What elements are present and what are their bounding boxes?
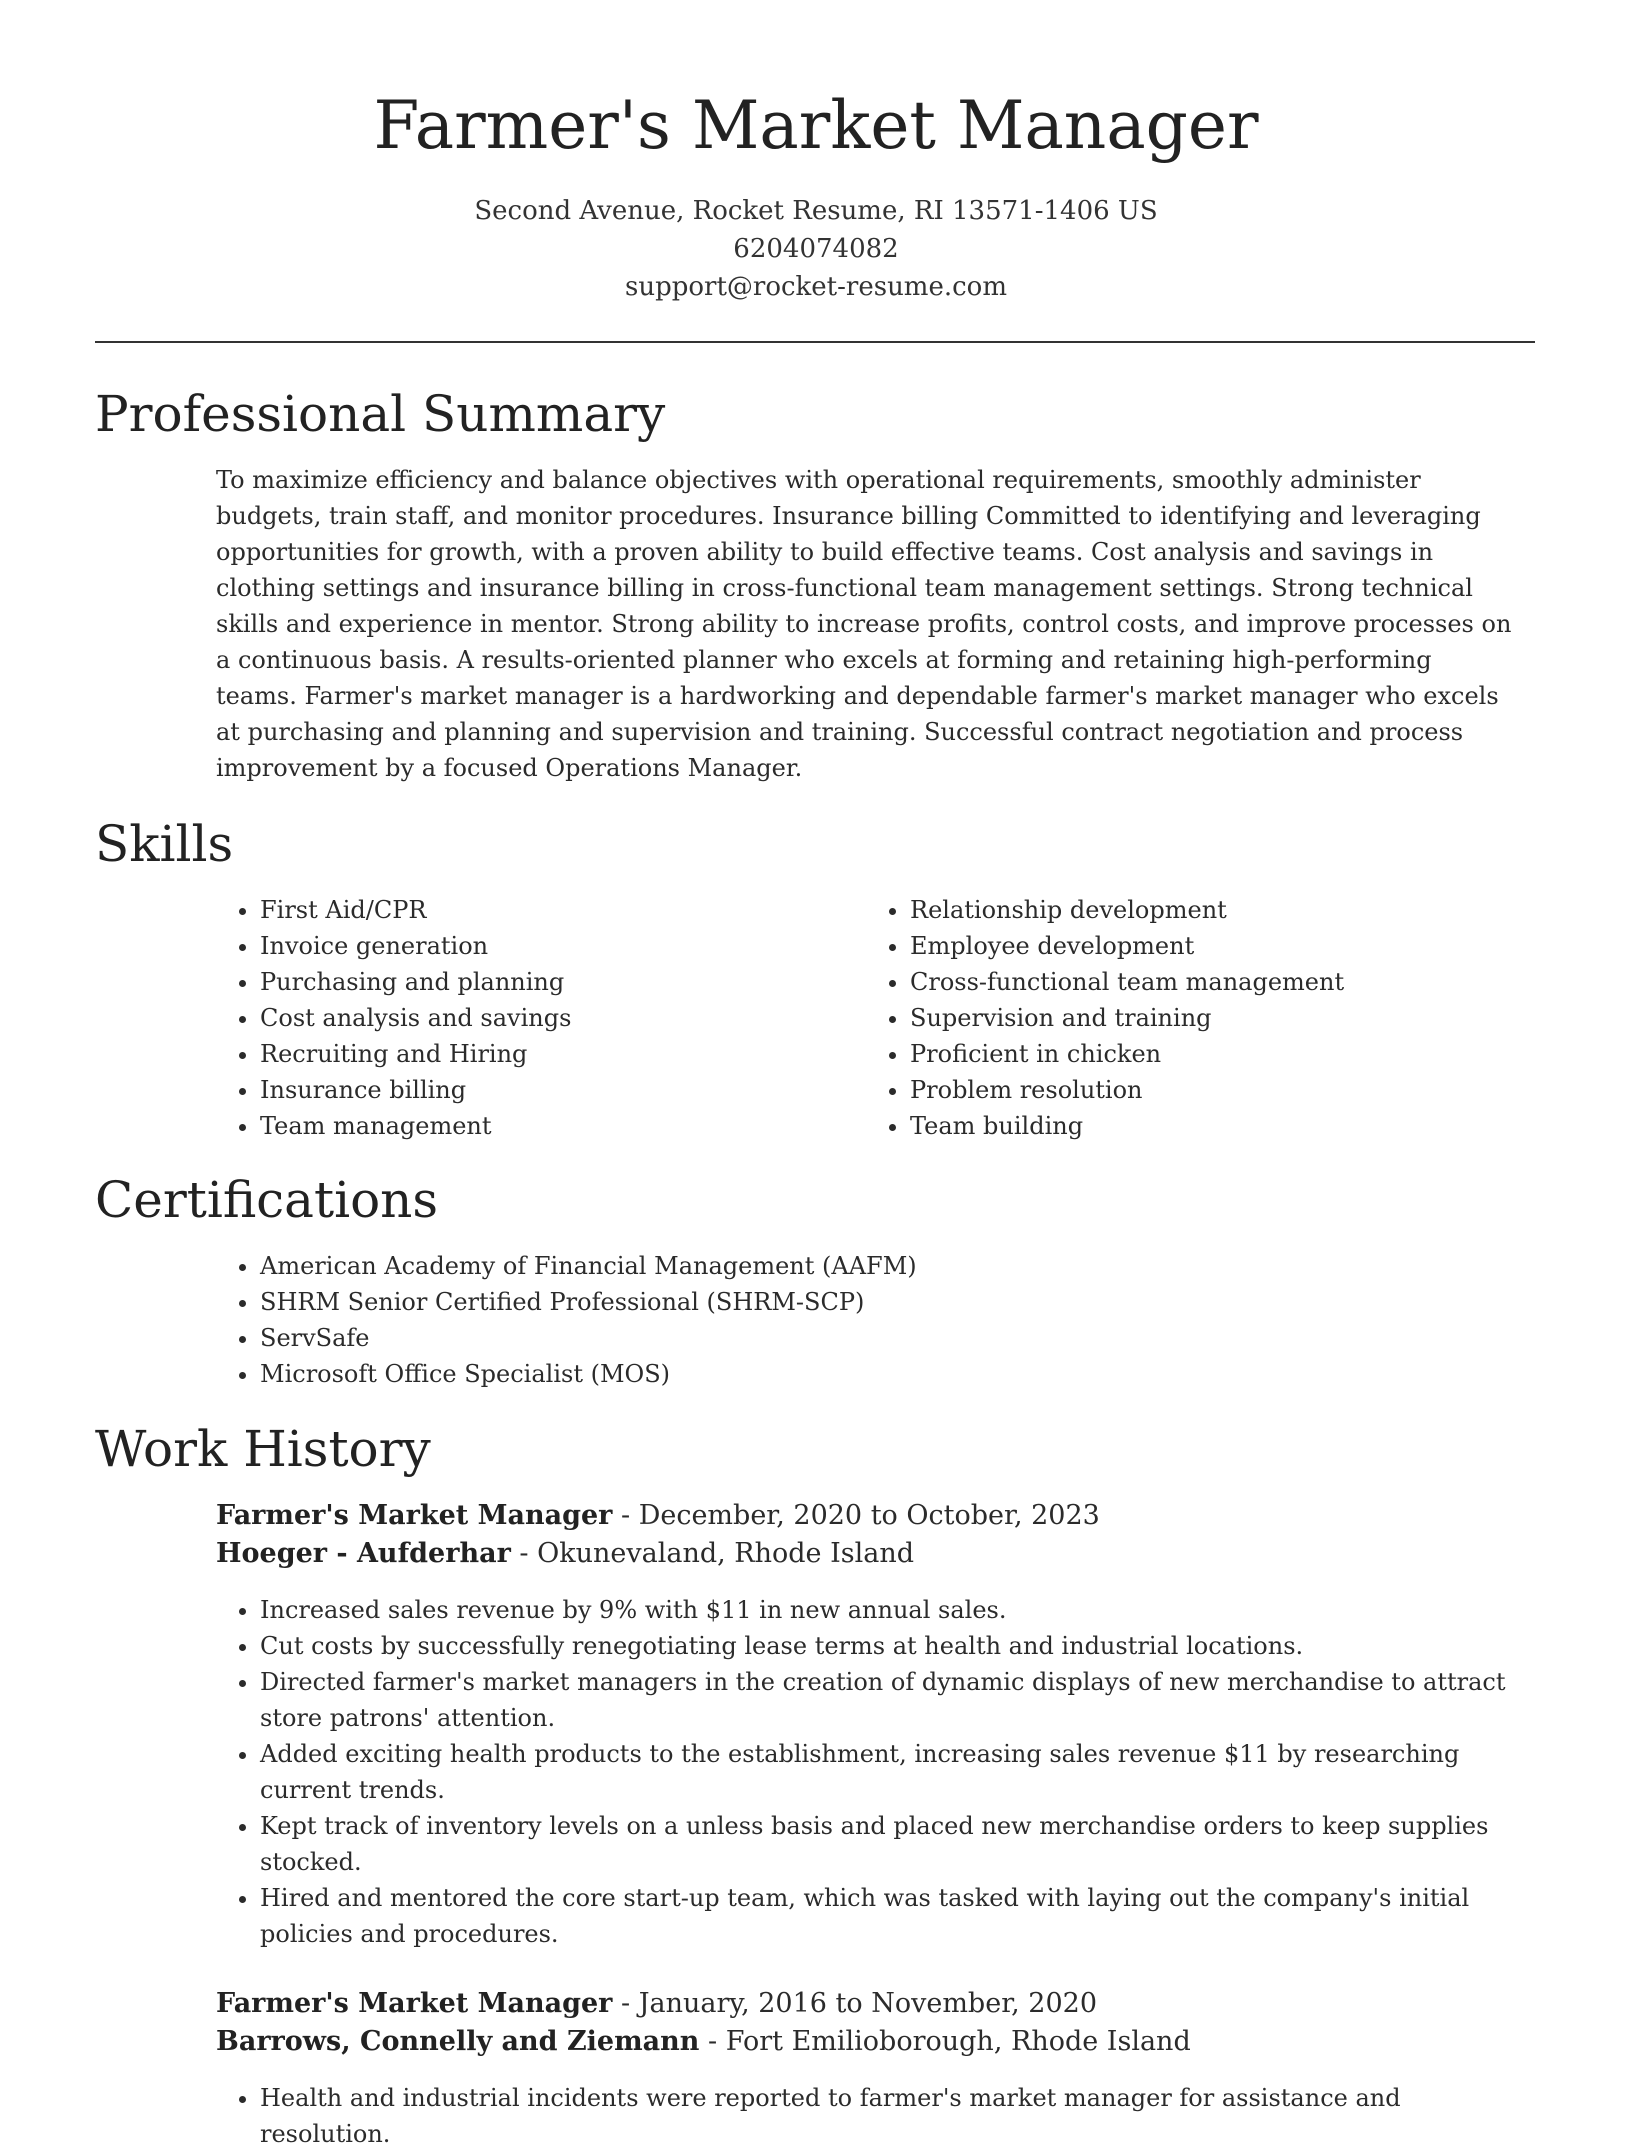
job-bullet: • Kept track of inventory levels on a unless basis and placed new merchandise orders to keep supplies stocked. (260, 1808, 1536, 1880)
section-title-summary: Professional Summary (95, 385, 666, 443)
skill-item: • Employee development (910, 928, 1486, 964)
contact-email: support@rocket-resume.com (624, 272, 1007, 302)
section-title-skills: Skills (95, 815, 234, 873)
job-company-line (216, 2023, 1191, 2061)
job-separator: - (699, 2026, 726, 2057)
job-dates: December, 2020 to October, 2023 (638, 1500, 1100, 1531)
resume-name: Farmer's Market Manager (373, 87, 1259, 164)
skill-item: • Relationship development (910, 892, 1486, 928)
job-location: Fort Emilioborough, Rhode Island (725, 2026, 1191, 2057)
header-divider (95, 341, 1535, 343)
certification-item: • American Academy of Financial Management (AAFM) (260, 1248, 1316, 1284)
summary-text: To maximize efficiency and balance objectives with operational requirements, smoothly administer budgets, train staff, and monitor procedures. Insurance billing Committed to identifying and leveraging opportunities for growth, with a proven ability to build effective teams. Cost analysis and savings in clothing settings and insurance billing in cross-functional team management settings. Strong technical skills and experience in mentor. Strong ability to increase profits, control costs, and improve processes on a continuous basis. A results-oriented planner who excels at forming and retaining high-performing teams. Farmer's market manager is a hardworking and dependable farmer's market manager who excels at purchasing and planning and supervision and training. Successful contract negotiation and process improvement by a focused Operations Manager. (216, 466, 1512, 782)
job-location: Okunevaland, Rhode Island (537, 1538, 915, 1569)
skill-item: • Invoice generation (260, 928, 816, 964)
job-company: Barrows, Connelly and Ziemann (216, 2026, 700, 2057)
skill-item: • Supervision and training (910, 1000, 1486, 1036)
skill-item: • First Aid/CPR (260, 892, 816, 928)
skill-item: • Cross-functional team management (910, 964, 1486, 1000)
job-bullet: • Cut costs by successfully renegotiating lease terms at health and industrial locations. (260, 1628, 1536, 1664)
certification-item: • ServSafe (260, 1320, 1316, 1356)
job-title: Farmer's Market Manager (216, 1988, 613, 2019)
job-company: Hoeger - Aufderhar (216, 1538, 511, 1569)
skill-item: • Cost analysis and savings (260, 1000, 816, 1036)
job-bullet: • Increased sales revenue by 9% with $11 in new annual sales. (260, 1592, 1536, 1628)
skill-item: • Team management (260, 1108, 816, 1144)
skill-item: • Problem resolution (910, 1072, 1486, 1108)
skill-item: • Insurance billing (260, 1072, 816, 1108)
job-bullet: • Added exciting health products to the establishment, increasing sales revenue $11 by researching current trends. (260, 1736, 1536, 1808)
section-title-work-history: Work History (95, 1420, 431, 1478)
contact-block (0, 192, 1632, 306)
contact-phone: 6204074082 (733, 234, 899, 264)
certification-item: • Microsoft Office Specialist (MOS) (260, 1356, 1316, 1392)
job-bullets (216, 2080, 1536, 2152)
job-dates: January, 2016 to November, 2020 (638, 1988, 1098, 2019)
certification-item: • SHRM Senior Certified Professional (SHRM-SCP) (260, 1284, 1316, 1320)
certifications-list (216, 1248, 1316, 1392)
job-bullet: • Hired and mentored the core start-up team, which was tasked with laying out the company's initial policies and procedures. (260, 1880, 1536, 1952)
job-title-line (216, 1497, 1100, 1535)
job-separator: - (612, 1500, 639, 1531)
skills-left-column (216, 892, 816, 1144)
section-title-certifications: Certifications (95, 1171, 439, 1229)
job-title-line (216, 1985, 1097, 2023)
job-title: Farmer's Market Manager (216, 1500, 613, 1531)
skill-item: • Purchasing and planning (260, 964, 816, 1000)
skill-item: • Team building (910, 1108, 1486, 1144)
contact-address: Second Avenue, Rocket Resume, RI 13571-1406 US (474, 196, 1158, 226)
job-bullets (216, 1592, 1536, 1952)
job-bullet: • Directed farmer's market managers in the creation of dynamic displays of new merchandise to attract store patrons' attention. (260, 1664, 1536, 1736)
skill-item: • Proficient in chicken (910, 1036, 1486, 1072)
job-separator: - (612, 1988, 639, 2019)
job-separator: - (510, 1538, 538, 1569)
skill-item: • Recruiting and Hiring (260, 1036, 816, 1072)
job-bullet: • Health and industrial incidents were reported to farmer's market manager for assistance and resolution. (260, 2080, 1536, 2152)
job-company-line (216, 1535, 914, 1573)
skills-right-column (866, 892, 1486, 1144)
